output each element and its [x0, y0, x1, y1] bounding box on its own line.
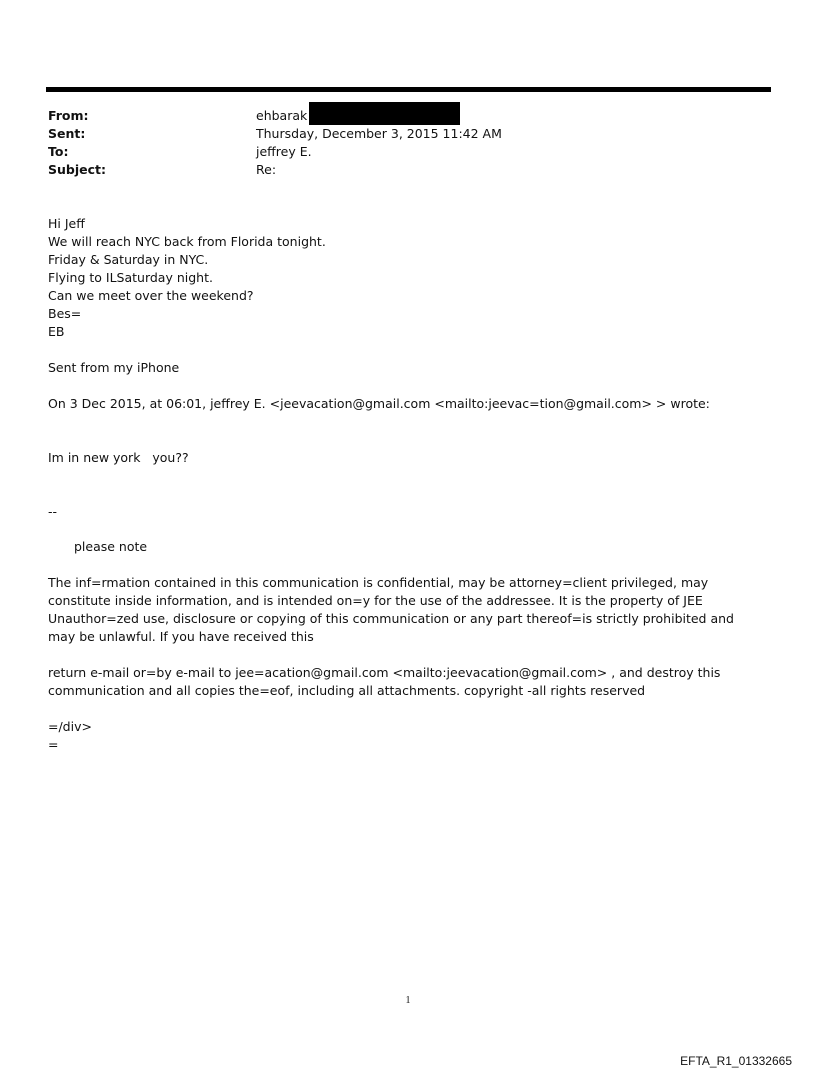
- to-value: jeffrey E.: [256, 144, 312, 159]
- signature: Sent from my iPhone: [48, 360, 180, 375]
- from-label: From:: [48, 108, 89, 123]
- please-note: please note: [74, 539, 148, 554]
- quote-intro: On 3 Dec 2015, at 06:01, jeffrey E. <jeevacation@gmail.com <mailto:jeevac=tion@gmail.com> > wrote:: [48, 396, 710, 411]
- from-value: ehbarak: [256, 108, 308, 123]
- disclaimer-paragraph: The inf=rmation contained in this communication is confidential, may be attorney=client privileged, may constitute inside information, and is intended on=y for the use of the addressee. It is the property of JEE Unauthor=zed use, disclosure or copying of this communication or any part thereof=is strictly prohibited and may be unlawful. If you have received this: [48, 575, 734, 644]
- sent-label: Sent:: [48, 126, 86, 141]
- document-id: EFTA_R1_01332665: [680, 1054, 792, 1068]
- trailer-line: =/div>: [48, 719, 92, 734]
- trailer-line: =: [48, 737, 59, 752]
- quoted-message: Im in new york you??: [48, 450, 189, 465]
- subject-value: Re:: [256, 162, 277, 177]
- body-line: We will reach NYC back from Florida tonight.: [48, 234, 326, 249]
- header-rule: [46, 87, 771, 92]
- body-line: Can we meet over the weekend?: [48, 288, 254, 303]
- signature-separator: --: [48, 504, 58, 519]
- body-line: Bes=: [48, 306, 82, 321]
- sent-value: Thursday, December 3, 2015 11:42 AM: [256, 126, 502, 141]
- redaction-box: [309, 102, 460, 125]
- body-line: EB: [48, 324, 65, 339]
- to-label: To:: [48, 144, 69, 159]
- body-line: Flying to ILSaturday night.: [48, 270, 213, 285]
- page-number: 1: [405, 995, 411, 1006]
- subject-label: Subject:: [48, 162, 106, 177]
- disclaimer-paragraph: return e-mail or=by e-mail to jee=acation@gmail.com <mailto:jeevacation@gmail.com> , and destroy this communication and all copies the=eof, including all attachments. copyright -all rights reserved: [48, 665, 721, 698]
- body-line: Hi Jeff: [48, 216, 85, 231]
- body-line: Friday & Saturday in NYC.: [48, 252, 209, 267]
